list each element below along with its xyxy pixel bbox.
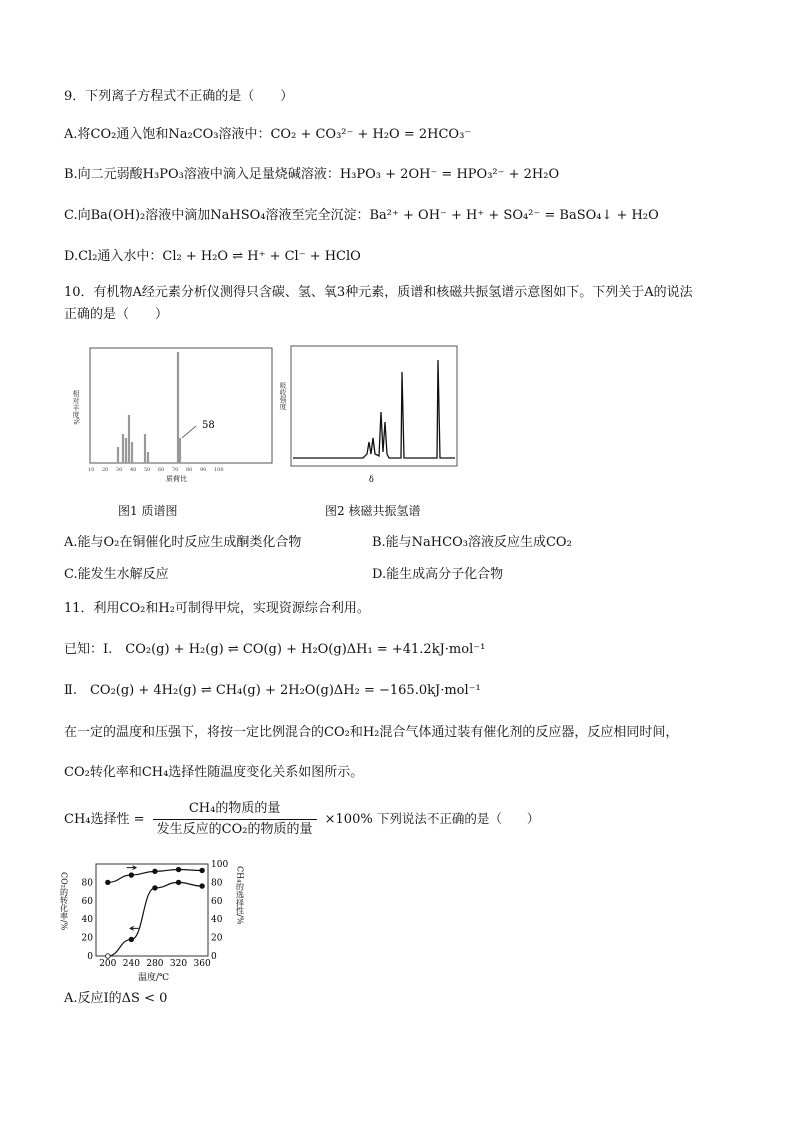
chart-point xyxy=(200,868,205,873)
chart-point xyxy=(153,869,158,874)
chart-point xyxy=(105,954,110,959)
co2-ch4-chart xyxy=(60,858,250,982)
svg-text:30: 30 xyxy=(116,467,123,473)
svg-text:50: 50 xyxy=(144,467,151,473)
chart-left-tick-label: 0 xyxy=(87,952,93,962)
chart-point xyxy=(200,884,205,889)
q11-stem: 11．利用CO₂和H₂可制得甲烷，实现资源综合利用。 xyxy=(64,601,370,616)
q11-reaction-2: Ⅱ. CO₂(g) + 4H₂(g) ⇌ CH₄(g) + 2H₂O(g)ΔH₂ = −165.0kJ·mol⁻¹ xyxy=(64,683,481,698)
chart-x-axis-label: 温度/℃ xyxy=(138,973,170,983)
svg-text:90: 90 xyxy=(200,467,207,473)
chart-point xyxy=(105,880,110,885)
svg-text:20: 20 xyxy=(102,467,109,473)
chart-right-tick-label: 40 xyxy=(211,915,223,926)
mass-spectrum-xlabel: 质荷比 xyxy=(166,475,187,483)
chart-left-tick-label: 40 xyxy=(81,915,93,926)
svg-text:70: 70 xyxy=(172,467,179,473)
selectivity-fraction xyxy=(153,800,317,839)
chart-left-tick-label: 60 xyxy=(81,896,93,907)
chart-point xyxy=(176,867,181,872)
q11-reaction-1: 已知：Ⅰ. CO₂(g) + H₂(g) ⇌ CO(g) + H₂O(g)ΔH₁ = +41.2kJ·mol⁻¹ xyxy=(64,642,486,657)
chart-right-axis-arrow xyxy=(127,866,136,870)
chart-series-line-2 xyxy=(108,882,202,956)
chart-point xyxy=(129,873,134,878)
q9-stem: 9．下列离子方程式不正确的是（ ） xyxy=(64,89,294,104)
chart-right-tick-label: 20 xyxy=(211,933,223,944)
q11-option-a: A.反应Ⅰ的ΔS < 0 xyxy=(64,991,168,1006)
mass-spectrum-xticks xyxy=(88,467,224,473)
q9-option-b: B.向二元弱酸H₃PO₃溶液中滴入足量烧碱溶液：H₃PO₃ + 2OH⁻ = HPO₃²⁻ + 2H₂O xyxy=(64,167,560,182)
chart-x-tick-label: 240 xyxy=(122,959,140,969)
chart-x-tick-label: 320 xyxy=(169,959,188,969)
svg-text:100: 100 xyxy=(214,467,224,473)
q9-option-a: A.将CO₂通入饱和Na₂CO₃溶液中：CO₂ + CO₃²⁻ + H₂O = 2HCO₃⁻ xyxy=(64,127,472,142)
selectivity-numerator: CH₄的物质的量 xyxy=(153,800,317,820)
mass-spectrum-figure xyxy=(70,342,280,492)
chart-right-tick-label: 60 xyxy=(211,896,223,907)
nmr-ylabel: 吸收强度 xyxy=(279,382,287,410)
q11-condition-line2: CO₂转化率和CH₄选择性随温度变化关系如图所示。 xyxy=(64,765,364,780)
q10-option-c: C.能发生水解反应 xyxy=(64,567,169,582)
chart-point xyxy=(153,886,158,891)
mass-spectrum-peaks xyxy=(118,352,180,463)
selectivity-lhs: CH₄选择性 = xyxy=(64,812,145,827)
figure1-caption: 图1 质谱图 xyxy=(118,504,178,518)
mass-spectrum-peak-label: 58 xyxy=(202,420,215,431)
q9-option-d: D.Cl₂通入水中：Cl₂ + H₂O ⇌ H⁺ + Cl⁻ + HClO xyxy=(64,249,361,264)
chart-plot-frame xyxy=(96,864,208,956)
chart-right-axis-label: CH₄的选择性/% xyxy=(235,866,245,925)
q10-stem-line2: 正确的是（ ） xyxy=(64,307,169,322)
q10-option-d: D.能生成高分子化合物 xyxy=(372,567,504,582)
selectivity-denominator: 发生反应的CO₂的物质的量 xyxy=(156,822,313,837)
q10-stem-line1: 10．有机物A经元素分析仪测得只含碳、氢、氧3种元素，质谱和核磁共振氢谱示意图如下。下列关于A的说法 xyxy=(64,285,693,300)
svg-text:40: 40 xyxy=(130,467,137,473)
figure2-caption: 图2 核磁共振氢谱 xyxy=(325,504,421,518)
chart-x-tick-label: 360 xyxy=(193,959,211,969)
chart-right-tick-label: 100 xyxy=(211,860,229,870)
q11-condition-line1: 在一定的温度和压强下，将按一定比例混合的CO₂和H₂混合气体通过装有催化剂的反应器，反应相同时间， xyxy=(64,725,679,740)
chart-point xyxy=(176,880,181,885)
q11-question: 下列说法不正确的是（ ） xyxy=(376,811,540,826)
chart-point xyxy=(129,937,134,942)
svg-text:60: 60 xyxy=(158,467,165,473)
chart-right-tick-label: 80 xyxy=(211,878,223,889)
selectivity-formula xyxy=(64,800,539,839)
q10-option-b: B.能与NaHCO₃溶液反应生成CO₂ xyxy=(372,535,572,550)
chart-x-tick-label: 280 xyxy=(146,959,164,969)
mass-spectrum-ylabel: 相对丰度% xyxy=(72,390,80,425)
chart-x-tick-label: 200 xyxy=(99,959,117,969)
chart-left-axis-arrow xyxy=(130,926,138,930)
chart-left-axis-label: CO₂的转化率/% xyxy=(59,872,69,931)
nmr-spectrum-trace xyxy=(293,360,455,458)
chart-right-tick-label: 0 xyxy=(211,952,217,962)
q9-option-c: C.向Ba(OH)₂溶液中滴加NaHSO₄溶液至完全沉淀：Ba²⁺ + OH⁻ + H⁺ + SO₄²⁻ = BaSO₄↓ + H₂O xyxy=(64,208,659,223)
nmr-xlabel: δ xyxy=(369,475,374,484)
chart-left-tick-label: 20 xyxy=(81,933,93,944)
q10-option-a: A.能与O₂在铜催化时反应生成酮类化合物 xyxy=(64,535,302,550)
selectivity-rhs: ×100% xyxy=(324,812,373,827)
svg-text:10: 10 xyxy=(88,467,95,473)
svg-text:80: 80 xyxy=(186,467,193,473)
chart-left-tick-label: 80 xyxy=(81,878,93,889)
nmr-figure xyxy=(279,342,463,492)
